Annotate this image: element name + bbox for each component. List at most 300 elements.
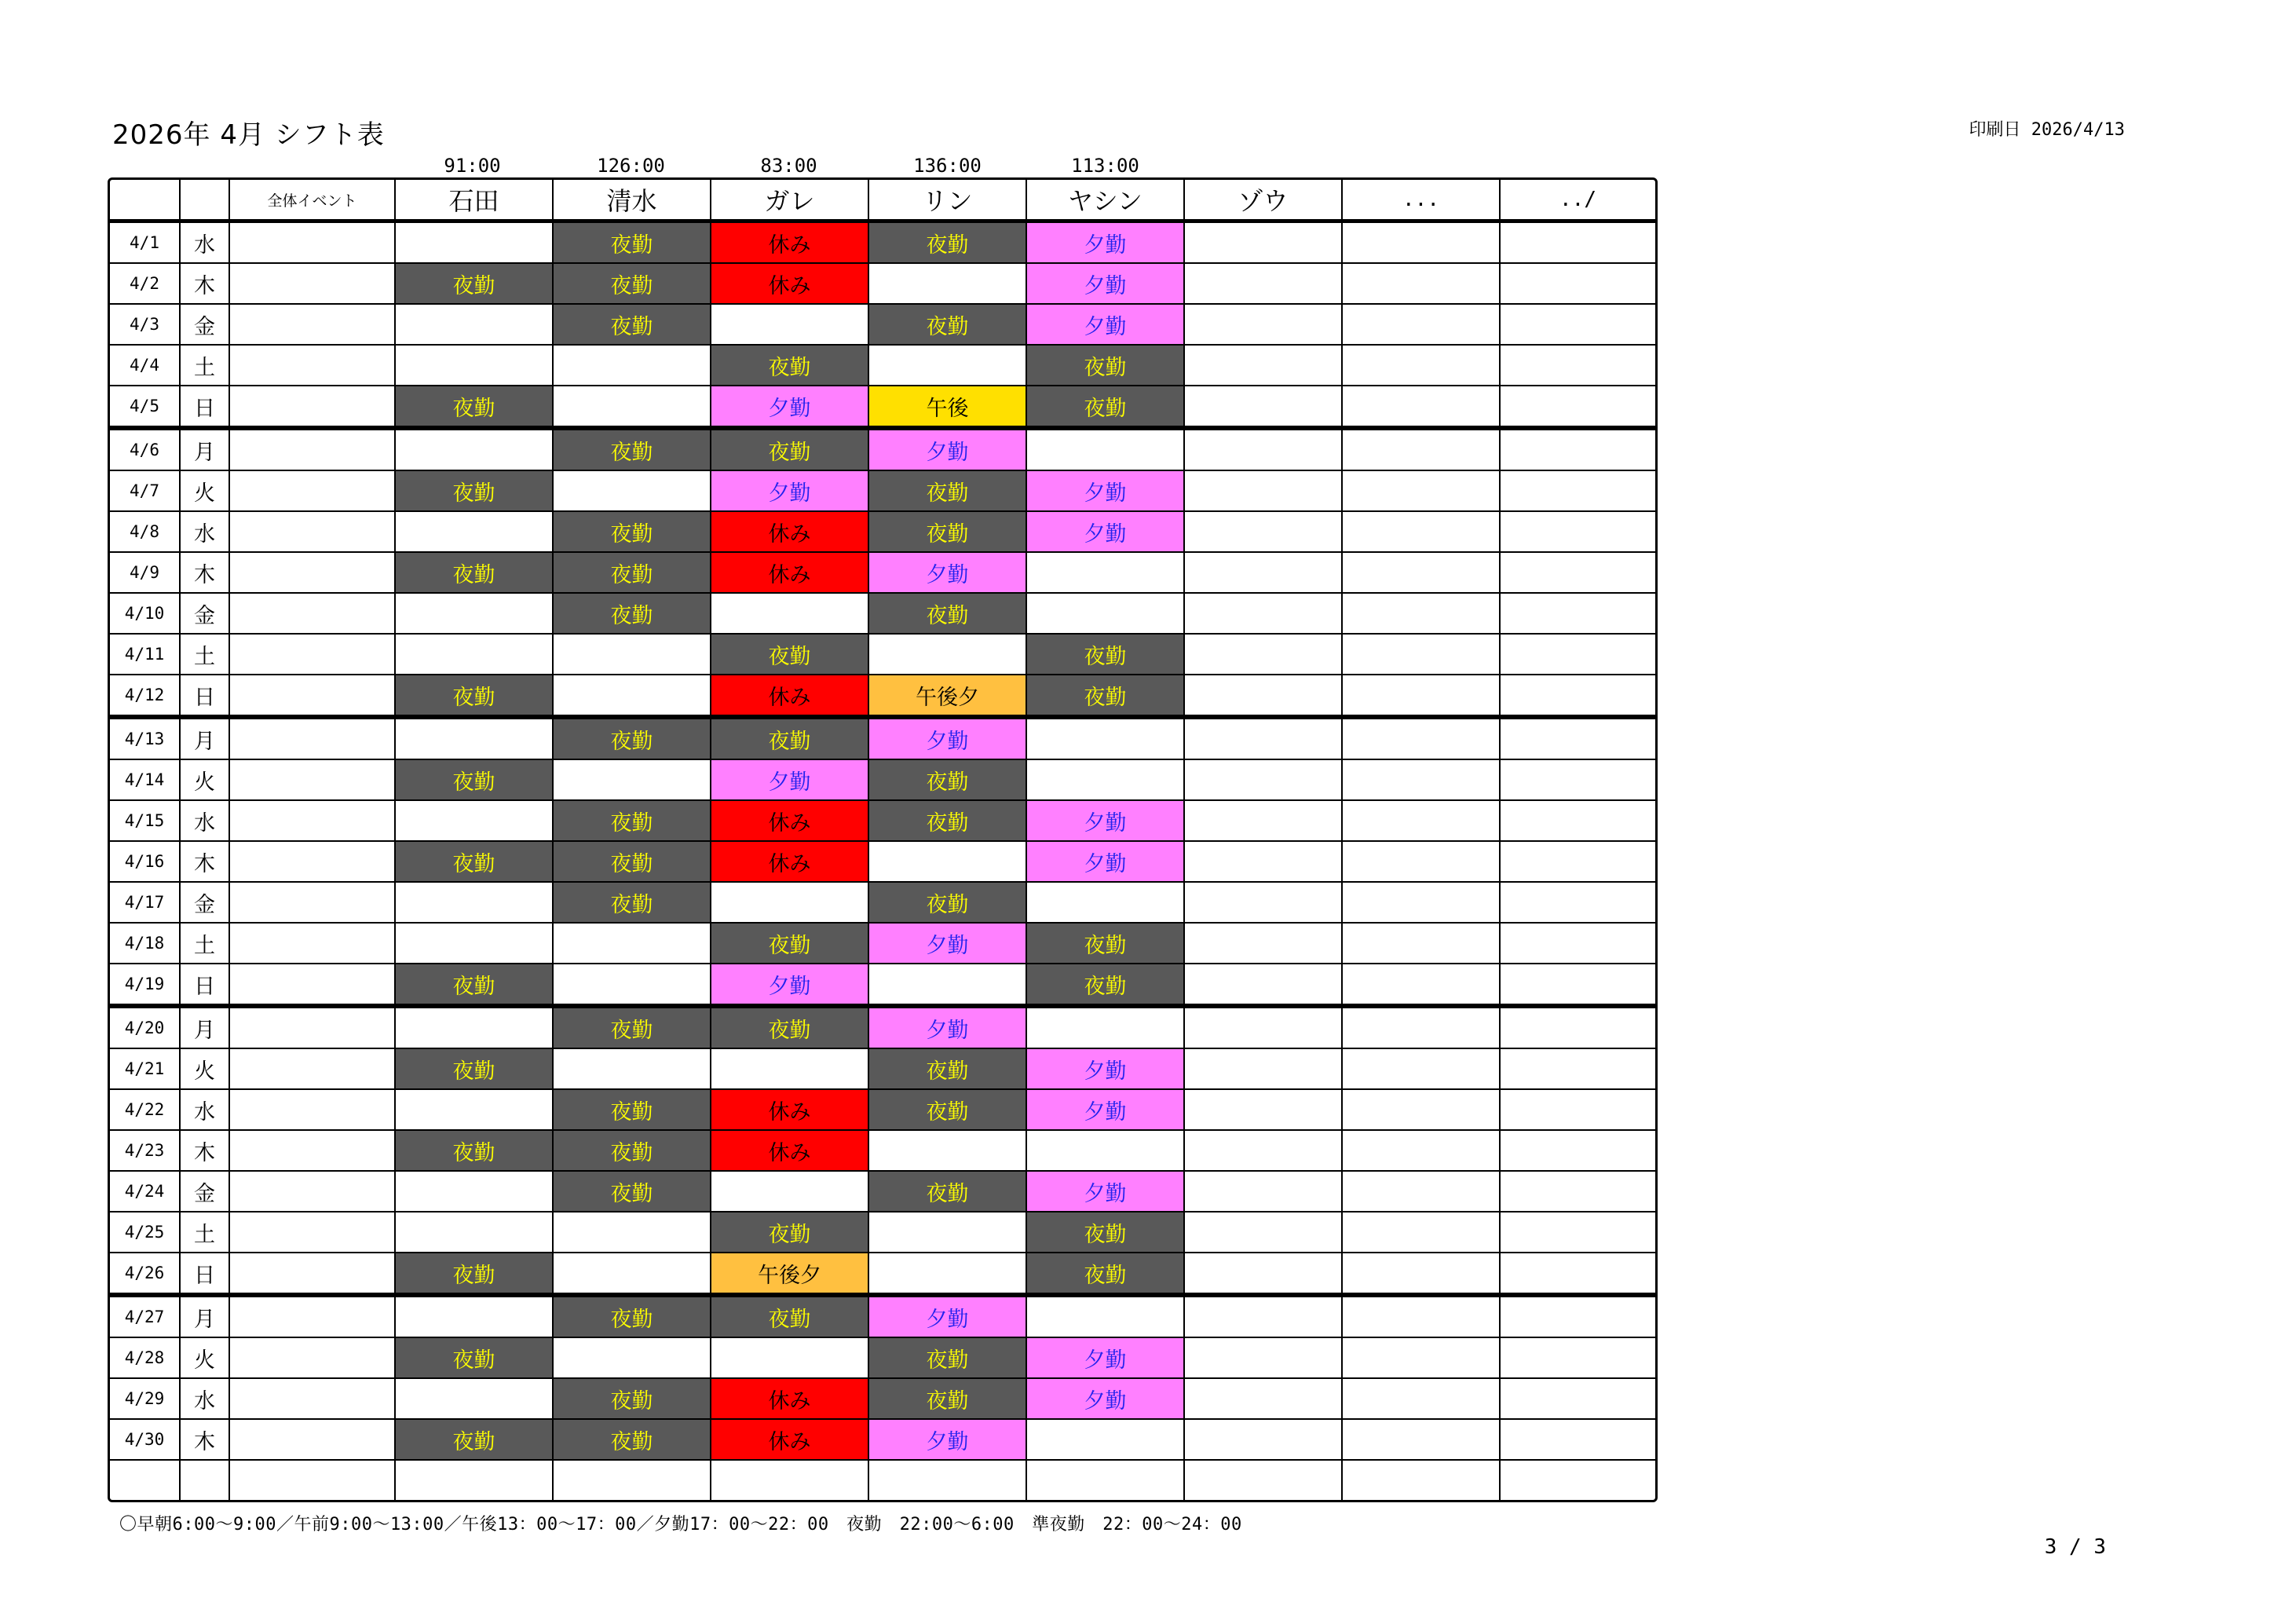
shift-cell: 夜勤 xyxy=(554,1420,711,1461)
staff-hours: 136:00 xyxy=(913,155,982,177)
shift-cell xyxy=(1185,1253,1343,1294)
shift-cell xyxy=(1501,1005,1655,1049)
weekday-cell: 月 xyxy=(181,1294,230,1338)
date-cell: 4/19 xyxy=(110,964,181,1005)
header-date-cell xyxy=(110,180,181,223)
shift-cell xyxy=(869,1131,1027,1172)
shift-cell: 夜勤 xyxy=(869,512,1027,553)
shift-cell: 夜勤 xyxy=(554,223,711,264)
weekday-cell: 土 xyxy=(181,635,230,675)
shift-cell: 夜勤 xyxy=(1027,675,1185,716)
shift-cell xyxy=(869,264,1027,305)
date-cell: 4/21 xyxy=(110,1049,181,1090)
header-row xyxy=(110,180,1655,223)
shift-cell: 夜勤 xyxy=(554,1294,711,1338)
shift-cell: 夜勤 xyxy=(1027,924,1185,964)
shift-cell xyxy=(1027,1420,1185,1461)
shift-cell xyxy=(1343,1294,1501,1338)
shift-cell: 休み xyxy=(711,1420,869,1461)
event-cell xyxy=(230,1420,396,1461)
shift-cell xyxy=(396,427,554,471)
shift-cell xyxy=(1501,386,1655,427)
shift-cell: 夜勤 xyxy=(396,760,554,801)
weekday-cell: 日 xyxy=(181,964,230,1005)
table-row xyxy=(110,264,1655,305)
header-staff-name: 石田 xyxy=(396,180,554,223)
date-cell: 4/3 xyxy=(110,305,181,346)
weekday-cell: 金 xyxy=(181,883,230,924)
weekday-cell: 土 xyxy=(181,924,230,964)
table-row xyxy=(110,223,1655,264)
shift-cell: 夜勤 xyxy=(554,842,711,883)
shift-cell: 夜勤 xyxy=(869,594,1027,635)
shift-cell xyxy=(711,594,869,635)
shift-cell: 夜勤 xyxy=(711,346,869,386)
shift-cell xyxy=(1343,1172,1501,1213)
event-cell xyxy=(230,675,396,716)
table-row xyxy=(110,1338,1655,1379)
shift-cell xyxy=(869,635,1027,675)
shift-cell xyxy=(554,471,711,512)
shift-cell xyxy=(554,1253,711,1294)
event-cell xyxy=(230,1338,396,1379)
shift-cell xyxy=(1501,1461,1655,1500)
shift-cell: 休み xyxy=(711,223,869,264)
shift-cell: 夕勤 xyxy=(869,1294,1027,1338)
shift-cell: 休み xyxy=(711,1131,869,1172)
event-cell xyxy=(230,471,396,512)
shift-cell: 夜勤 xyxy=(711,716,869,760)
shift-cell xyxy=(1343,964,1501,1005)
shift-cell xyxy=(1343,1049,1501,1090)
table-row xyxy=(110,760,1655,801)
shift-cell xyxy=(1343,675,1501,716)
shift-cell: 夕勤 xyxy=(1027,842,1185,883)
staff-hours: 113:00 xyxy=(1071,155,1139,177)
shift-cell xyxy=(396,801,554,842)
weekday-cell: 月 xyxy=(181,427,230,471)
shift-cell: 夜勤 xyxy=(869,1379,1027,1420)
shift-cell xyxy=(1027,1005,1185,1049)
shift-cell xyxy=(1501,842,1655,883)
shift-cell xyxy=(554,635,711,675)
shift-cell xyxy=(1343,924,1501,964)
table-row xyxy=(110,1005,1655,1049)
shift-cell xyxy=(1185,675,1343,716)
shift-cell: 夕勤 xyxy=(1027,1049,1185,1090)
event-cell xyxy=(230,1172,396,1213)
date-cell: 4/7 xyxy=(110,471,181,512)
staff-hours xyxy=(1185,154,1343,177)
table-row xyxy=(110,512,1655,553)
event-cell xyxy=(230,305,396,346)
shift-cell: 夕勤 xyxy=(711,760,869,801)
event-cell xyxy=(230,386,396,427)
header-staff-name: ゾウ xyxy=(1185,180,1343,223)
weekday-cell: 金 xyxy=(181,305,230,346)
shift-cell xyxy=(1501,427,1655,471)
shift-cell: 夕勤 xyxy=(1027,1090,1185,1131)
weekday-cell: 水 xyxy=(181,1379,230,1420)
staff-hours xyxy=(1343,154,1501,177)
shift-cell: 夜勤 xyxy=(396,553,554,594)
shift-cell xyxy=(1185,1294,1343,1338)
weekday-cell: 日 xyxy=(181,386,230,427)
shift-cell: 夕勤 xyxy=(1027,512,1185,553)
event-cell xyxy=(230,1461,396,1500)
shift-cell xyxy=(711,1172,869,1213)
table-row xyxy=(110,427,1655,471)
shift-cell xyxy=(1501,883,1655,924)
shift-cell xyxy=(554,346,711,386)
shift-cell: 夜勤 xyxy=(1027,386,1185,427)
shift-cell xyxy=(711,1461,869,1500)
shift-cell: 夜勤 xyxy=(869,1338,1027,1379)
shift-cell: 夜勤 xyxy=(869,1172,1027,1213)
shift-cell xyxy=(1027,1461,1185,1500)
shift-cell xyxy=(869,1461,1027,1500)
shift-cell xyxy=(1027,760,1185,801)
shift-cell: 夕勤 xyxy=(1027,801,1185,842)
table-row xyxy=(110,305,1655,346)
event-cell xyxy=(230,1379,396,1420)
shift-cell xyxy=(1501,346,1655,386)
shift-cell xyxy=(396,1379,554,1420)
shift-cell xyxy=(396,512,554,553)
shift-cell: 夜勤 xyxy=(1027,964,1185,1005)
weekday-cell: 水 xyxy=(181,1090,230,1131)
shift-cell xyxy=(1185,264,1343,305)
shift-cell: 休み xyxy=(711,264,869,305)
table-row xyxy=(110,553,1655,594)
shift-cell xyxy=(1185,801,1343,842)
date-cell: 4/6 xyxy=(110,427,181,471)
shift-cell xyxy=(1027,427,1185,471)
shift-cell xyxy=(554,964,711,1005)
shift-cell xyxy=(1343,305,1501,346)
event-cell xyxy=(230,1294,396,1338)
shift-cell: 夕勤 xyxy=(869,924,1027,964)
date-cell: 4/16 xyxy=(110,842,181,883)
table-row xyxy=(110,716,1655,760)
shift-cell: 夜勤 xyxy=(396,842,554,883)
shift-cell xyxy=(869,842,1027,883)
shift-cell xyxy=(1185,842,1343,883)
shift-cell: 夜勤 xyxy=(396,1253,554,1294)
shift-cell: 午後夕 xyxy=(711,1253,869,1294)
shift-cell: 夜勤 xyxy=(554,1090,711,1131)
shift-cell: 夕勤 xyxy=(1027,223,1185,264)
shift-cell xyxy=(1501,594,1655,635)
table-row xyxy=(110,1420,1655,1461)
weekday-cell: 土 xyxy=(181,346,230,386)
weekday-cell: 金 xyxy=(181,1172,230,1213)
shift-cell xyxy=(1343,1379,1501,1420)
shift-cell xyxy=(396,223,554,264)
shift-cell xyxy=(1343,553,1501,594)
table-row xyxy=(110,635,1655,675)
shift-cell: 夜勤 xyxy=(869,471,1027,512)
shift-cell xyxy=(1185,1379,1343,1420)
shift-cell xyxy=(1185,760,1343,801)
shift-cell xyxy=(554,1049,711,1090)
shift-cell xyxy=(1343,1131,1501,1172)
shift-cell xyxy=(711,1338,869,1379)
shift-cell: 夕勤 xyxy=(869,553,1027,594)
shift-cell xyxy=(1185,1090,1343,1131)
header-staff-name: リン xyxy=(869,180,1027,223)
weekday-cell: 水 xyxy=(181,223,230,264)
shift-cell: 夜勤 xyxy=(869,760,1027,801)
date-cell: 4/1 xyxy=(110,223,181,264)
shift-cell: 夜勤 xyxy=(554,1172,711,1213)
shift-cell: 夜勤 xyxy=(396,386,554,427)
shift-cell xyxy=(396,1294,554,1338)
shift-cell xyxy=(1185,1420,1343,1461)
shift-cell: 夜勤 xyxy=(554,883,711,924)
weekday-cell: 月 xyxy=(181,716,230,760)
shift-cell xyxy=(1343,760,1501,801)
shift-cell xyxy=(1027,1294,1185,1338)
shift-cell: 夜勤 xyxy=(554,1379,711,1420)
shift-cell xyxy=(1501,964,1655,1005)
shift-cell: 夜勤 xyxy=(711,1294,869,1338)
event-cell xyxy=(230,427,396,471)
event-cell xyxy=(230,1213,396,1253)
shift-cell xyxy=(396,594,554,635)
shift-cell xyxy=(869,346,1027,386)
table-row xyxy=(110,1090,1655,1131)
shift-cell xyxy=(1343,264,1501,305)
shift-cell: 夜勤 xyxy=(396,964,554,1005)
weekday-cell: 木 xyxy=(181,553,230,594)
event-cell xyxy=(230,801,396,842)
shift-cell xyxy=(1343,1253,1501,1294)
shift-cell xyxy=(1185,924,1343,964)
event-cell xyxy=(230,264,396,305)
event-cell xyxy=(230,1049,396,1090)
table-row xyxy=(110,1379,1655,1420)
table-row xyxy=(110,1172,1655,1213)
event-cell xyxy=(230,842,396,883)
shift-cell xyxy=(554,1461,711,1500)
shift-cell: 夜勤 xyxy=(396,1338,554,1379)
shift-cell xyxy=(1027,883,1185,924)
header-event: 全体イベント xyxy=(230,180,396,223)
shift-cell: 夜勤 xyxy=(1027,1253,1185,1294)
shift-cell xyxy=(1501,512,1655,553)
event-cell xyxy=(230,924,396,964)
date-cell: 4/8 xyxy=(110,512,181,553)
shift-cell xyxy=(1343,594,1501,635)
shift-cell xyxy=(1501,924,1655,964)
weekday-cell: 火 xyxy=(181,1338,230,1379)
shift-cell: 休み xyxy=(711,1379,869,1420)
shift-cell xyxy=(1185,305,1343,346)
shift-cell: 夜勤 xyxy=(396,1420,554,1461)
shift-cell xyxy=(1501,223,1655,264)
shift-cell xyxy=(1185,883,1343,924)
shift-cell xyxy=(1185,427,1343,471)
document-title: 2026年 4月 シフト表 xyxy=(112,119,385,151)
shift-cell: 夕勤 xyxy=(1027,1172,1185,1213)
date-cell: 4/15 xyxy=(110,801,181,842)
shift-cell xyxy=(554,1213,711,1253)
shift-cell: 夕勤 xyxy=(869,1005,1027,1049)
shift-table-body xyxy=(110,223,1655,1500)
weekday-cell: 日 xyxy=(181,675,230,716)
shift-cell xyxy=(1185,471,1343,512)
shift-cell xyxy=(396,635,554,675)
shift-cell xyxy=(1185,223,1343,264)
shift-cell xyxy=(1501,1131,1655,1172)
shift-cell xyxy=(1501,471,1655,512)
shift-cell xyxy=(1185,512,1343,553)
date-cell: 4/28 xyxy=(110,1338,181,1379)
table-row xyxy=(110,801,1655,842)
date-cell: 4/2 xyxy=(110,264,181,305)
shift-cell xyxy=(1343,471,1501,512)
event-cell xyxy=(230,223,396,264)
shift-legend: 〇早朝6:00～9:00／午前9:00～13:00／午後13：00～17：00／夕勤17：00～22：00 夜勤 22:00～6:00 準夜勤 22：00～24：00 xyxy=(119,1515,1242,1534)
shift-cell: 夜勤 xyxy=(554,801,711,842)
header-staff-name: ... xyxy=(1343,180,1501,223)
shift-cell: 夜勤 xyxy=(554,716,711,760)
shift-cell: 夜勤 xyxy=(396,1131,554,1172)
date-cell xyxy=(110,1461,181,1500)
shift-cell xyxy=(1501,305,1655,346)
shift-cell: 休み xyxy=(711,512,869,553)
table-row xyxy=(110,1461,1655,1500)
shift-cell xyxy=(1343,1005,1501,1049)
shift-cell: 夜勤 xyxy=(396,675,554,716)
shift-cell: 夜勤 xyxy=(1027,346,1185,386)
shift-cell xyxy=(1343,386,1501,427)
shift-cell xyxy=(1501,635,1655,675)
shift-cell xyxy=(1501,1213,1655,1253)
shift-cell: 夜勤 xyxy=(396,471,554,512)
date-cell: 4/18 xyxy=(110,924,181,964)
shift-cell: 夕勤 xyxy=(1027,264,1185,305)
shift-cell: 夕勤 xyxy=(711,964,869,1005)
date-cell: 4/4 xyxy=(110,346,181,386)
shift-cell xyxy=(554,924,711,964)
shift-cell xyxy=(1027,1131,1185,1172)
shift-cell xyxy=(1501,801,1655,842)
table-row xyxy=(110,964,1655,1005)
staff-hours xyxy=(1501,154,1656,177)
shift-cell xyxy=(1501,1049,1655,1090)
shift-cell xyxy=(1185,1049,1343,1090)
weekday-cell: 火 xyxy=(181,471,230,512)
table-row xyxy=(110,1294,1655,1338)
weekday-cell: 土 xyxy=(181,1213,230,1253)
event-cell xyxy=(230,1253,396,1294)
shift-cell: 夕勤 xyxy=(869,716,1027,760)
shift-cell xyxy=(1185,386,1343,427)
date-cell: 4/27 xyxy=(110,1294,181,1338)
shift-cell: 夜勤 xyxy=(1027,1213,1185,1253)
shift-cell xyxy=(1343,1090,1501,1131)
shift-cell xyxy=(1501,553,1655,594)
shift-cell xyxy=(1343,842,1501,883)
shift-cell xyxy=(396,346,554,386)
shift-cell: 夜勤 xyxy=(1027,635,1185,675)
event-cell xyxy=(230,883,396,924)
shift-cell xyxy=(1343,346,1501,386)
shift-cell: 夜勤 xyxy=(554,594,711,635)
table-row xyxy=(110,594,1655,635)
shift-cell xyxy=(711,1049,869,1090)
shift-cell xyxy=(1343,1338,1501,1379)
shift-cell xyxy=(396,1172,554,1213)
table-row xyxy=(110,842,1655,883)
shift-cell: 夜勤 xyxy=(554,305,711,346)
shift-cell xyxy=(1027,553,1185,594)
shift-cell: 午後夕 xyxy=(869,675,1027,716)
date-cell: 4/20 xyxy=(110,1005,181,1049)
shift-cell xyxy=(1185,1172,1343,1213)
shift-cell: 夜勤 xyxy=(869,305,1027,346)
date-cell: 4/14 xyxy=(110,760,181,801)
event-cell xyxy=(230,553,396,594)
shift-cell: 夜勤 xyxy=(554,1131,711,1172)
shift-cell xyxy=(711,883,869,924)
weekday-cell: 木 xyxy=(181,1420,230,1461)
date-cell: 4/25 xyxy=(110,1213,181,1253)
shift-cell xyxy=(1501,1379,1655,1420)
date-cell: 4/26 xyxy=(110,1253,181,1294)
shift-cell xyxy=(1501,1090,1655,1131)
shift-cell xyxy=(1501,1338,1655,1379)
staff-hours-row xyxy=(108,154,1656,177)
shift-cell: 夜勤 xyxy=(711,635,869,675)
shift-cell: 休み xyxy=(711,553,869,594)
shift-cell: 夜勤 xyxy=(554,553,711,594)
shift-cell: 夜勤 xyxy=(869,1049,1027,1090)
table-row xyxy=(110,883,1655,924)
event-cell xyxy=(230,512,396,553)
print-date: 印刷日 2026/4/13 xyxy=(1969,120,2125,140)
date-cell: 4/23 xyxy=(110,1131,181,1172)
event-cell xyxy=(230,1131,396,1172)
header-staff-name: 清水 xyxy=(554,180,711,223)
shift-cell: 夕勤 xyxy=(711,386,869,427)
shift-cell xyxy=(396,924,554,964)
shift-cell xyxy=(396,1090,554,1131)
weekday-cell: 水 xyxy=(181,801,230,842)
shift-cell xyxy=(869,964,1027,1005)
shift-cell: 休み xyxy=(711,675,869,716)
shift-cell: 夜勤 xyxy=(554,427,711,471)
shift-cell xyxy=(1185,716,1343,760)
shift-cell: 夕勤 xyxy=(1027,471,1185,512)
weekday-cell: 木 xyxy=(181,842,230,883)
shift-cell xyxy=(396,1461,554,1500)
staff-hours: 83:00 xyxy=(760,155,817,177)
shift-cell xyxy=(1185,1005,1343,1049)
shift-cell xyxy=(1343,801,1501,842)
date-cell: 4/5 xyxy=(110,386,181,427)
shift-cell: 夜勤 xyxy=(869,801,1027,842)
shift-cell xyxy=(1501,1420,1655,1461)
shift-cell xyxy=(396,883,554,924)
shift-cell: 夜勤 xyxy=(711,1005,869,1049)
header-staff-name: ガレ xyxy=(711,180,869,223)
event-cell xyxy=(230,760,396,801)
shift-cell xyxy=(1343,883,1501,924)
shift-cell: 夕勤 xyxy=(711,471,869,512)
